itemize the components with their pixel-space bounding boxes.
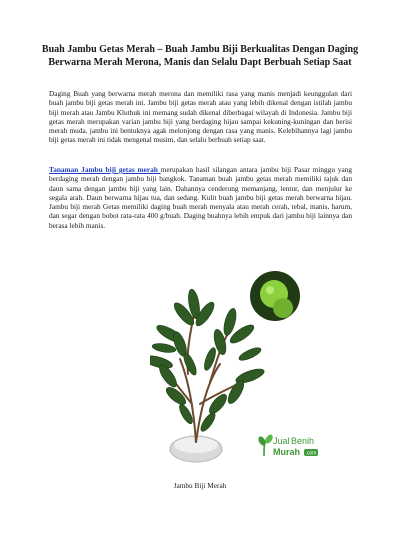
logo-text-jual: Jual	[273, 436, 290, 446]
image-caption: Jambu Biji Merah	[173, 481, 227, 490]
seedling-icon	[258, 432, 320, 460]
logo-badge-com: .com	[305, 450, 317, 457]
tanaman-jambu-link[interactable]: Tanaman Jambu biji getas merah	[49, 165, 161, 174]
logo-text-murah: Murah	[273, 447, 300, 457]
paragraph-description	[49, 165, 352, 230]
paragraph-intro: Daging Buah yang berwarna merah merona dan memiliki rasa yang manis menjadi keunggulan dari buah jambu biji getas merah ini. Jambu biji getas merah atau yang lebih dikenal dengan istilah jambu biji merah atau Jambu Kluthuk ini memang sudah dikenal diberbagai wilayah di Indonesia. Jambu biji getas merah merupakan varian jambu biji yang berdaging hijau sampai kekuning-kuningan dan berisi merah muda. jambu ini bentuknya agak melonjong dengan rasa yang manis. Kelebihannya lagi jambu biji getas merah ini tidak mengenal musim, dan selalu berbuah setiap saat.	[49, 89, 352, 145]
logo-text-benih: Benih	[291, 436, 315, 446]
paragraph-description-text: merupakan hasil silangan antara jambu biji Pasar minggu yang berdaging merah dengan jambu biji bangkok. Tanaman buah jambu getas merah memiliki tajuk dan daun sama dengan jambu biji yang lain. Dahannya cenderung memanjang, lentur, dan menjulur ke segala arah. Daun berwarna hijau tua, dan sedang. Kulit buah jambu biji getas merah berwarna hijau. Jambu biji merah Getas memiliki daging buah merah menyala atau merah cerah, tebal, manis, harum, dan segar dengan bobot rata-rata 400 g/buah. Daging buahnya lebih empuk dari jambu biji lainnya dan berasa lebih manis.	[49, 165, 352, 230]
jualbenihmurah-logo	[258, 432, 320, 460]
document-title: Buah Jambu Getas Merah – Buah Jambu Biji Berkualitas Dengan Daging Berwarna Merah Merona, Manis dan Selalu Dapt Berbuah Setiap Saat	[41, 44, 359, 68]
